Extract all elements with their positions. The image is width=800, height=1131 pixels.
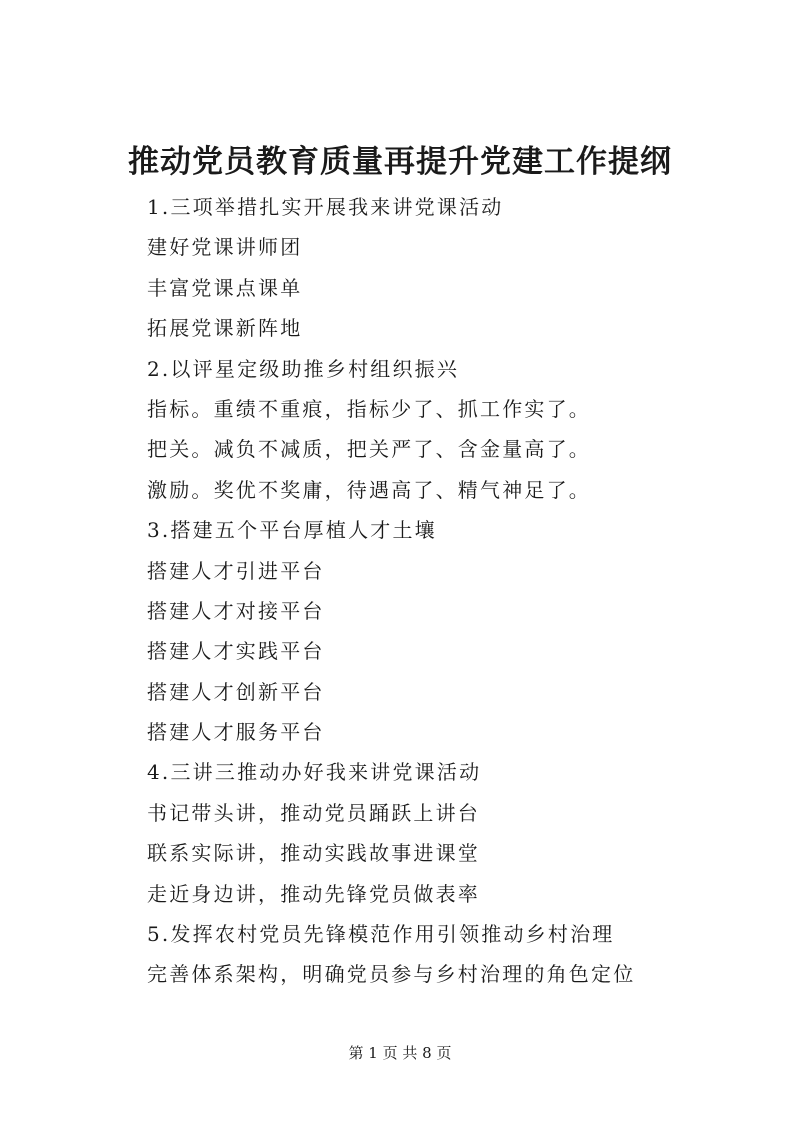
paragraph-line: 激励。奖优不奖庸，待遇高了、精气神足了。 — [147, 477, 591, 502]
heading-5: 5.发挥农村党员先锋模范作用引领推动乡村治理 — [147, 922, 615, 947]
paragraph-line: 拓展党课新阵地 — [147, 316, 303, 341]
paragraph-line: 丰富党课点课单 — [147, 275, 303, 300]
paragraph-line: 搭建人才创新平台 — [147, 679, 325, 704]
heading-4: 4.三讲三推动办好我来讲党课活动 — [147, 760, 482, 785]
paragraph-line: 书记带头讲，推动党员踊跃上讲台 — [147, 800, 480, 825]
heading-2: 2.以评星定级助推乡村组织振兴 — [147, 356, 460, 381]
paragraph-line: 搭建人才对接平台 — [147, 598, 325, 623]
heading-1: 1.三项举措扎实开展我来讲党课活动 — [147, 195, 504, 219]
paragraph-line: 搭建人才服务平台 — [147, 720, 325, 745]
paragraph-line: 完善体系架构，明确党员参与乡村治理的角色定位 — [147, 962, 636, 987]
paragraph-line: 指标。重绩不重痕，指标少了、抓工作实了。 — [147, 396, 591, 421]
paragraph-line: 搭建人才引进平台 — [147, 558, 325, 583]
paragraph-line: 建好党课讲师团 — [147, 235, 303, 260]
paragraph-line: 搭建人才实践平台 — [147, 639, 325, 664]
page-number: 第 1 页 共 8 页 — [348, 1044, 452, 1062]
paragraph-line: 把关。减负不减质，把关严了、含金量高了。 — [147, 437, 591, 462]
paragraph-line: 走近身边讲，推动先锋党员做表率 — [147, 881, 480, 906]
document-title: 推动党员教育质量再提升党建工作提纲 — [128, 144, 672, 180]
document-body — [147, 187, 767, 995]
heading-3: 3.搭建五个平台厚植人才土壤 — [147, 518, 437, 543]
paragraph-line: 联系实际讲，推动实践故事进课堂 — [147, 841, 480, 866]
